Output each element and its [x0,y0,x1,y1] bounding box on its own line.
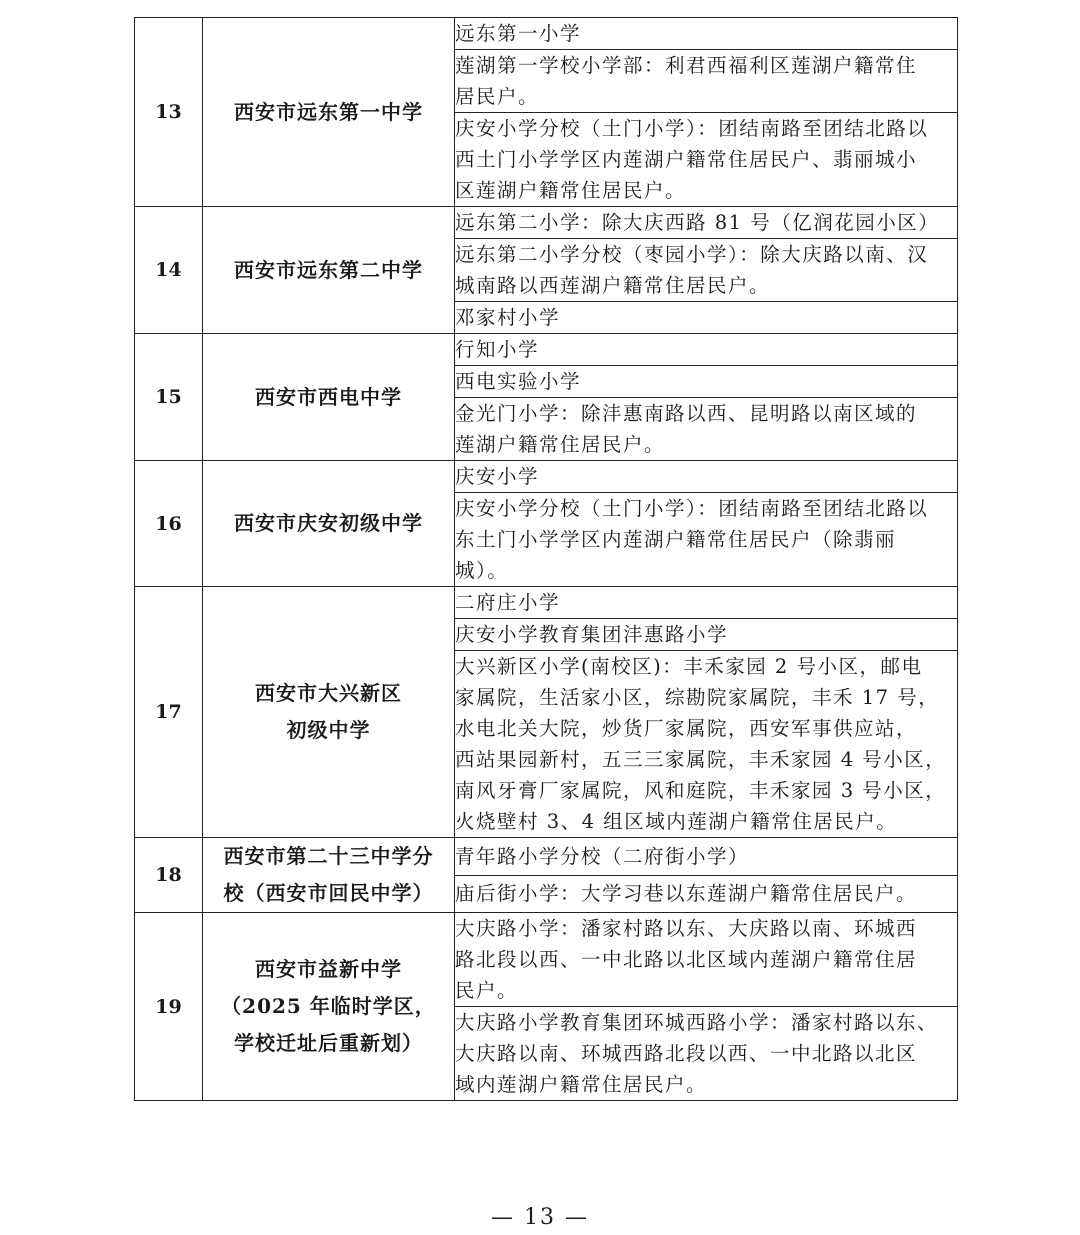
school-zone-table [134,17,958,1101]
table-row [135,587,958,619]
zone-text-line: 西站果园新村，五三三家属院，丰禾家园 4 号小区， [455,748,947,771]
zone-text-line: 区莲湖户籍常住居民户。 [455,179,687,202]
zone-text-line: 域内莲湖户籍常住居民户。 [455,1073,708,1096]
primary-school-zone [455,113,958,207]
primary-school-zone [455,619,958,651]
primary-school-zone [455,651,958,838]
zone-text-line: 二府庄小学 [455,591,561,614]
zone-text-line: 庆安小学教育集团沣惠路小学 [455,623,729,646]
primary-school-zone [455,587,958,619]
row-number: 16 [135,461,203,587]
table-row [135,334,958,366]
primary-school-zone [455,461,958,493]
table-row [135,838,958,876]
zone-text-line: 东土门小学学区内莲湖户籍常住居民户（除翡丽 [455,528,897,551]
zone-text-line: 城南路以西莲湖户籍常住居民户。 [455,274,771,297]
middle-school-name [203,587,455,838]
school-name-line: （2025 年临时学区， [221,994,436,1018]
table-body [135,18,958,1101]
zone-text-line: 庆安小学 [455,465,540,488]
primary-school-zone [455,1007,958,1101]
zone-text-line: 庙后街小学：大学习巷以东莲湖户籍常住居民户。 [455,882,918,906]
zone-text-line: 青年路小学分校（二府街小学） [455,844,750,868]
school-name-line: 西安市第二十三中学分 [223,844,434,868]
zone-text-line: 行知小学 [455,338,540,361]
zone-text-line: 民户。 [455,979,519,1002]
zone-text-line: 大庆路以南、环城西路北段以西、一中北路以北区 [455,1042,918,1065]
row-number: 19 [135,913,203,1101]
middle-school-name [203,334,455,461]
zone-text-line: 城）。 [455,559,509,582]
school-name-line: 学校迁址后重新划） [234,1031,423,1055]
primary-school-zone [455,207,958,239]
school-name-line: 校（西安市回民中学） [223,881,434,905]
zone-text-line: 大庆路小学：潘家村路以东、大庆路以南、环城西 [455,917,918,940]
table-row [135,461,958,493]
school-name-line: 西安市益新中学 [255,957,402,981]
zone-text-line: 莲湖第一学校小学部：利君西福利区莲湖户籍常住 [455,54,918,77]
primary-school-zone [455,334,958,366]
primary-school-zone [455,875,958,913]
row-number: 14 [135,207,203,334]
table-row [135,913,958,1007]
primary-school-zone [455,18,958,50]
table-row [135,18,958,50]
primary-school-zone [455,913,958,1007]
primary-school-zone [455,50,958,113]
primary-school-zone [455,239,958,302]
zone-text-line: 莲湖户籍常住居民户。 [455,433,666,456]
zone-text-line: 金光门小学：除沣惠南路以西、昆明路以南区域的 [455,402,918,425]
zone-text-line: 庆安小学分校（土门小学）：团结南路至团结北路以 [455,117,929,140]
zone-text-line: 西电实验小学 [455,370,582,393]
primary-school-zone [455,366,958,398]
school-name-line: 西安市远东第二中学 [234,257,423,282]
zone-text-line: 火烧壁村 3、4 组区域内莲湖户籍常住居民户。 [455,810,898,833]
middle-school-name [203,838,455,913]
row-number: 15 [135,334,203,461]
zone-text-line: 远东第一小学 [455,22,582,45]
school-name-line: 西安市西电中学 [255,384,402,409]
zone-text-line: 大庆路小学教育集团环城西路小学：潘家村路以东、 [455,1011,939,1034]
middle-school-name [203,461,455,587]
zone-text-line: 家属院，生活家小区，综勘院家属院，丰禾 17 号， [455,686,940,709]
school-name-line: 西安市大兴新区 [255,681,402,705]
primary-school-zone [455,398,958,461]
table-row [135,207,958,239]
zone-text-line: 远东第二小学分校（枣园小学）：除大庆路以南、汉 [455,243,929,266]
middle-school-name [203,913,455,1101]
zone-text-line: 邓家村小学 [455,306,561,329]
zone-text-line: 水电北关大院，炒货厂家属院，西安军事供应站， [455,717,918,740]
zone-text-line: 居民户。 [455,85,540,108]
primary-school-zone [455,302,958,334]
zone-text-line: 庆安小学分校（土门小学）：团结南路至团结北路以 [455,497,929,520]
row-number: 17 [135,587,203,838]
zone-text-line: 西土门小学学区内莲湖户籍常住居民户、翡丽城小 [455,148,918,171]
school-name-line: 初级中学 [286,718,371,742]
row-number: 18 [135,838,203,913]
zone-text-line: 远东第二小学：除大庆西路 81 号（亿润花园小区） [455,211,940,234]
zone-text-line: 路北段以西、一中北路以北区域内莲湖户籍常住居 [455,948,918,971]
primary-school-zone [455,838,958,876]
row-number: 13 [135,18,203,207]
zone-text-line: 南风牙膏厂家属院，风和庭院，丰禾家园 3 号小区， [455,779,947,802]
primary-school-zone [455,493,958,587]
school-name-line: 西安市庆安初级中学 [234,511,423,535]
zone-text-line: 大兴新区小学(南校区)：丰禾家园 2 号小区，邮电 [455,655,923,678]
middle-school-name [203,207,455,334]
middle-school-name [203,18,455,207]
page-number: — 13 — [491,1205,589,1230]
school-name-line: 西安市远东第一中学 [234,99,423,124]
